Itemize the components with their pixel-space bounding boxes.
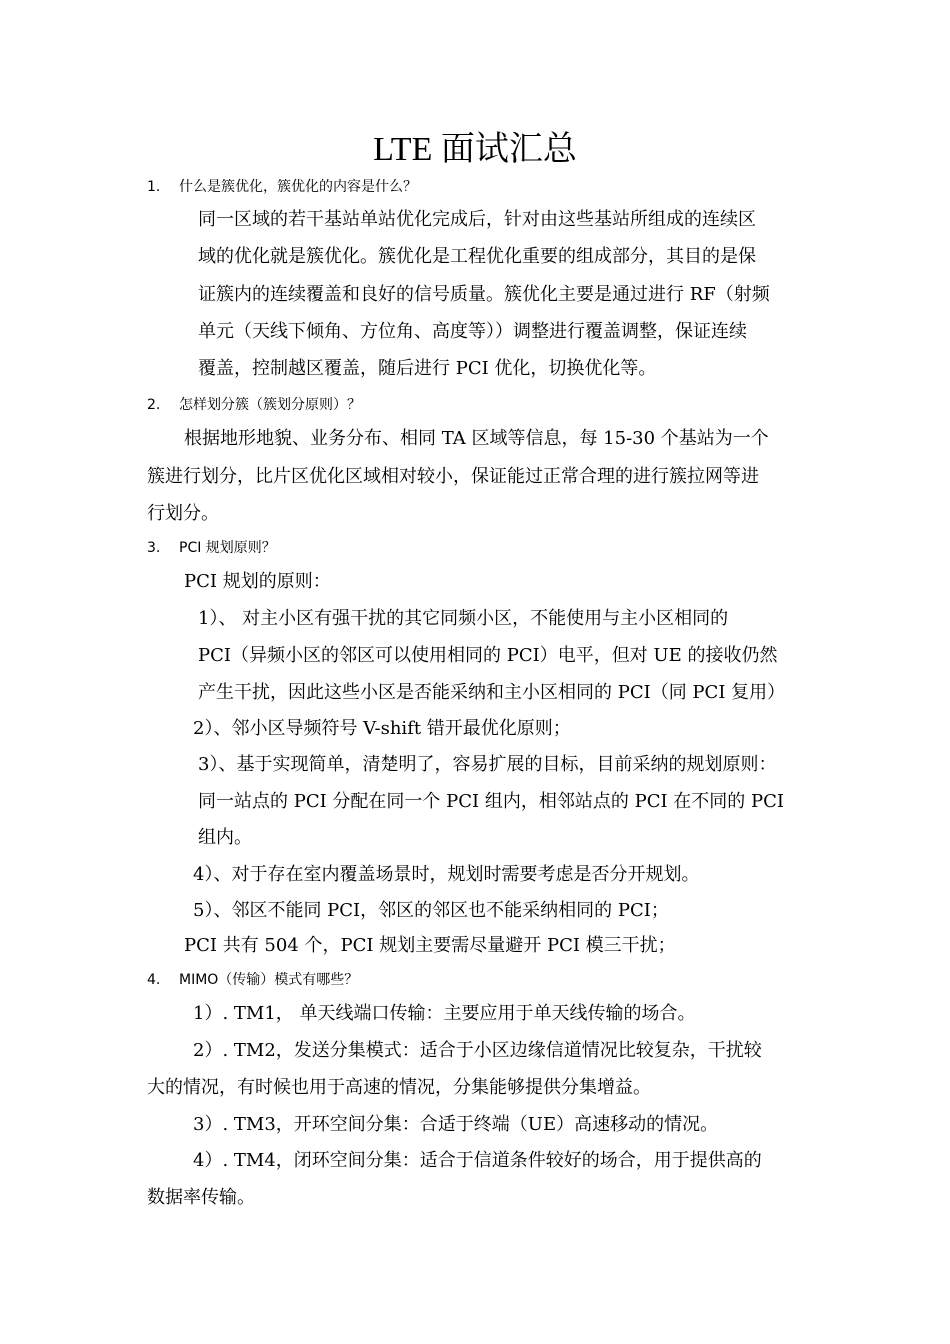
question-number: 2. bbox=[147, 397, 161, 413]
answer-line: 4）、对于存在室内覆盖场景时，规划时需要考虑是否分开规划。 bbox=[193, 864, 700, 885]
question-text: 怎样划分簇（簇划分原则）？ bbox=[179, 397, 361, 413]
answer-line: 证簇内的连续覆盖和良好的信号质量。簇优化主要是通过进行 RF（射频 bbox=[198, 284, 770, 305]
answer-line: 数据率传输。 bbox=[147, 1187, 255, 1208]
question-text: MIMO（传输）模式有哪些？ bbox=[179, 972, 359, 988]
answer-line: 单元（天线下倾角、方位角、高度等））调整进行覆盖调整，保证连续 bbox=[198, 321, 747, 342]
answer-line: 域的优化就是簇优化。簇优化是工程优化重要的组成部分，其目的是保 bbox=[198, 246, 756, 267]
answer-line: 3）、基于实现简单，清楚明了，容易扩展的目标，目前采纳的规划原则： bbox=[198, 754, 777, 775]
question-number: 4. bbox=[147, 972, 161, 988]
question-number: 3. bbox=[147, 540, 161, 556]
answer-line: 簇进行划分，比片区优化区域相对较小，保证能过正常合理的进行簇拉网等进 bbox=[147, 466, 759, 487]
answer-line: 同一站点的 PCI 分配在同一个 PCI 组内，相邻站点的 PCI 在不同的 PCI bbox=[198, 791, 785, 812]
answer-line: 同一区域的若干基站单站优化完成后，针对由这些基站所组成的连续区 bbox=[198, 209, 756, 230]
answer-line: 3）. TM3，开环空间分集：合适于终端（UE）高速移动的情况。 bbox=[193, 1114, 719, 1135]
answer-line: 大的情况，有时候也用于高速的情况，分集能够提供分集增益。 bbox=[147, 1077, 651, 1098]
answer-line: 组内。 bbox=[198, 827, 252, 848]
answer-line: 4）. TM4，闭环空间分集：适合于信道条件较好的场合，用于提供高的 bbox=[193, 1150, 762, 1171]
answer-line: 根据地形地貌、业务分布、相同 TA 区域等信息，每 15-30 个基站为一个 bbox=[184, 428, 769, 449]
answer-line: 2）. TM2，发送分集模式：适合于小区边缘信道情况比较复杂，干扰较 bbox=[193, 1040, 762, 1061]
question-text: PCI 规划原则？ bbox=[179, 540, 276, 556]
question-number: 1. bbox=[147, 179, 161, 195]
answer-line: 覆盖，控制越区覆盖，随后进行 PCI 优化，切换优化等。 bbox=[198, 358, 657, 379]
answer-line: 产生干扰，因此这些小区是否能采纳和主小区相同的 PCI（同 PCI 复用） bbox=[198, 682, 786, 703]
answer-line: PCI 共有 504 个，PCI 规划主要需尽量避开 PCI 模三干扰； bbox=[184, 935, 676, 956]
document-title: LTE 面试汇总 bbox=[373, 131, 577, 168]
answer-line: 1）. TM1， 单天线端口传输：主要应用于单天线传输的场合。 bbox=[193, 1003, 696, 1024]
answer-line: 行划分。 bbox=[147, 503, 219, 524]
answer-line: PCI（异频小区的邻区可以使用相同的 PCI）电平，但对 UE 的接收仍然 bbox=[198, 645, 778, 666]
answer-line: PCI 规划的原则： bbox=[184, 571, 331, 592]
answer-line: 5）、邻区不能同 PCI，邻区的邻区也不能采纳相同的 PCI； bbox=[193, 900, 669, 921]
answer-line: 1）、 对主小区有强干扰的其它同频小区，不能使用与主小区相同的 bbox=[198, 608, 729, 629]
question-text: 什么是簇优化，簇优化的内容是什么？ bbox=[179, 179, 417, 195]
answer-line: 2）、邻小区导频符号 V-shift 错开最优化原则； bbox=[193, 718, 571, 739]
